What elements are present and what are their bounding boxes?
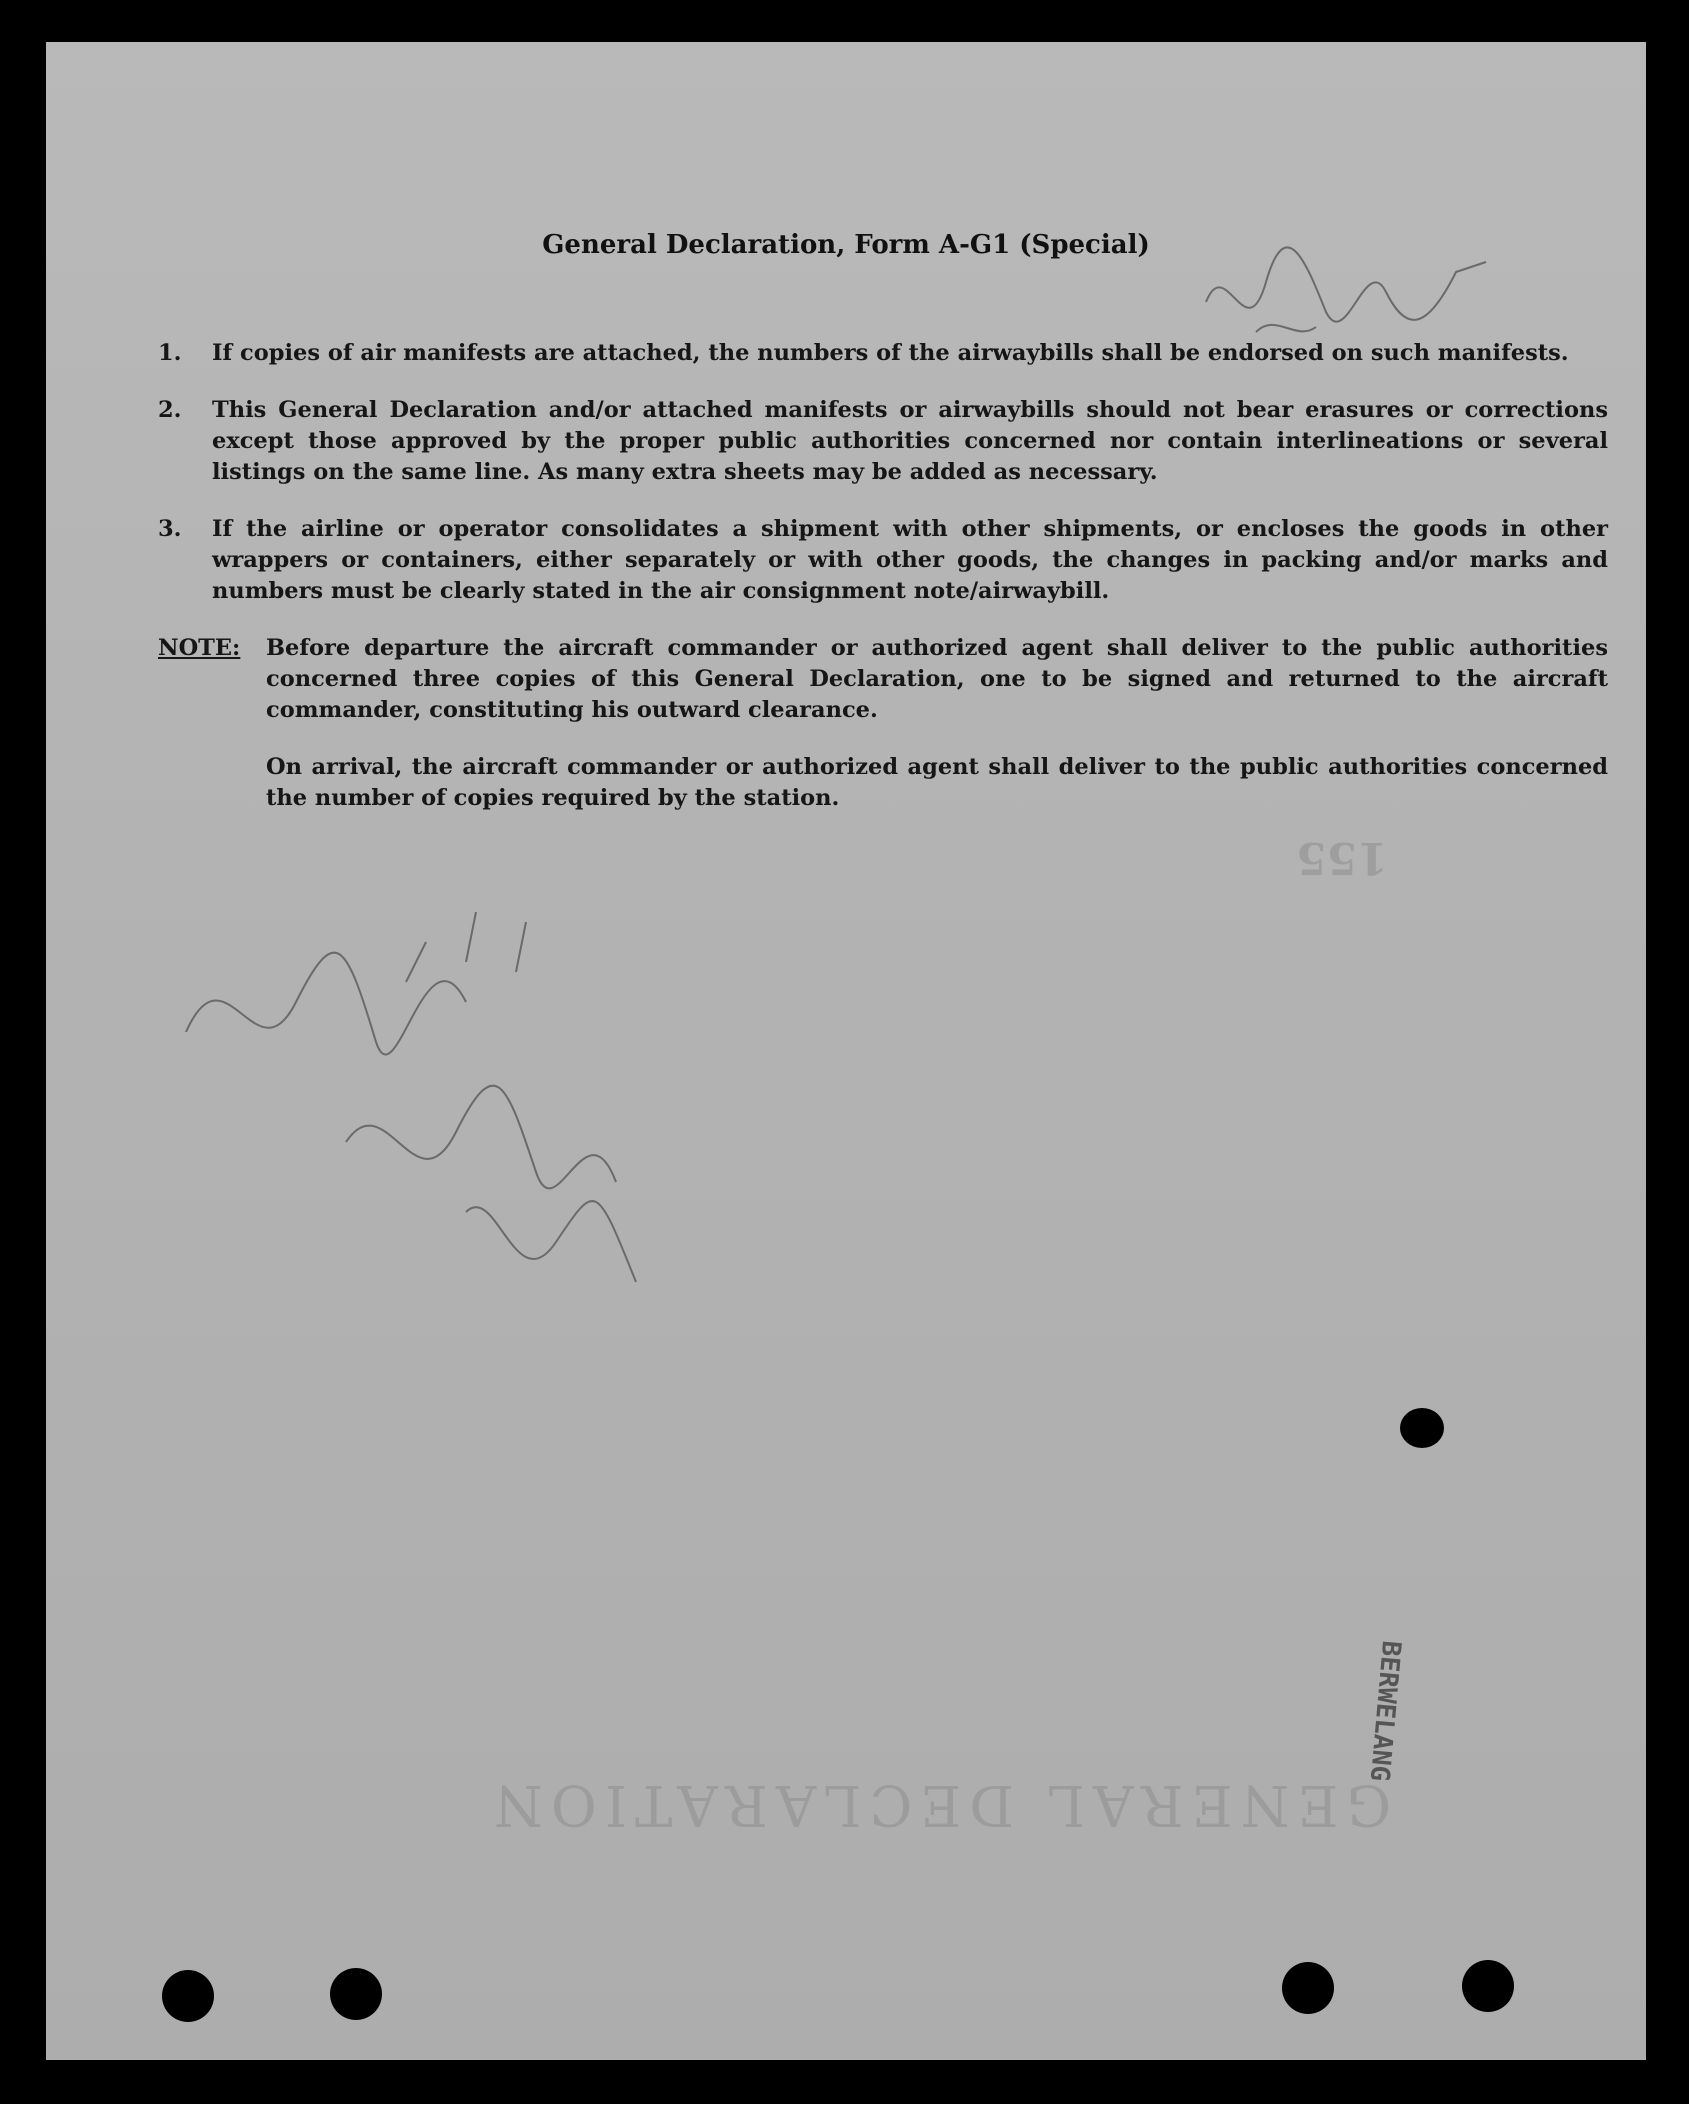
item-text: If the airline or operator consolidates a shipment with other shipments, or encloses the goods in other wrappers or containers, either separately or with other goods, the changes in packing and/or marks and numbers must be clearly stated in the air consignment note/airwaybill.: [212, 516, 1608, 604]
instructions: [158, 338, 1608, 840]
note-label: NOTE:: [158, 635, 241, 661]
item-number: 1.: [158, 340, 182, 366]
signature-scribble-top: [1196, 242, 1496, 362]
instruction-item-3: [158, 514, 1608, 607]
signature-scribble-left: [166, 882, 726, 1362]
item-text: If copies of air manifests are attached, the numbers of the airwaybills shall be endorsed on such manifests.: [212, 340, 1569, 366]
punch-hole: [1462, 1960, 1514, 2012]
item-text: This General Declaration and/or attached manifests or airwaybills should not bear erasures or corrections except those approved by the proper public authorities concerned nor contain interlineations or several listings on the same line. As many extra sheets may be added as necessary.: [212, 397, 1608, 485]
note-paragraph-arrival: On arrival, the aircraft commander or authorized agent shall deliver to the public authorities concerned the number of copies required by the station.: [266, 754, 1608, 811]
note-body: [266, 633, 1608, 840]
bleed-through-number: 155: [1296, 832, 1388, 883]
archive-stamp: BERWELANG: [1363, 1639, 1406, 1783]
item-number: 2.: [158, 397, 182, 423]
punch-hole: [1282, 1962, 1334, 2014]
instruction-item-2: [158, 395, 1608, 488]
punch-hole: [162, 1970, 214, 2022]
form-title: General Declaration, Form A-G1 (Special): [542, 230, 1150, 260]
punch-hole: [1400, 1408, 1444, 1448]
note-section: [158, 633, 1608, 840]
bleed-through-heading: GENERAL DECLARATION: [486, 1772, 1392, 1837]
item-number: 3.: [158, 516, 182, 542]
note-paragraph-departure: Before departure the aircraft commander or authorized agent shall deliver to the public authorities concerned three copies of this General Declaration, one to be signed and returned to the aircraft commander, constituting his outward clearance.: [266, 635, 1608, 723]
document-page: [46, 42, 1646, 2060]
punch-hole: [330, 1968, 382, 2020]
